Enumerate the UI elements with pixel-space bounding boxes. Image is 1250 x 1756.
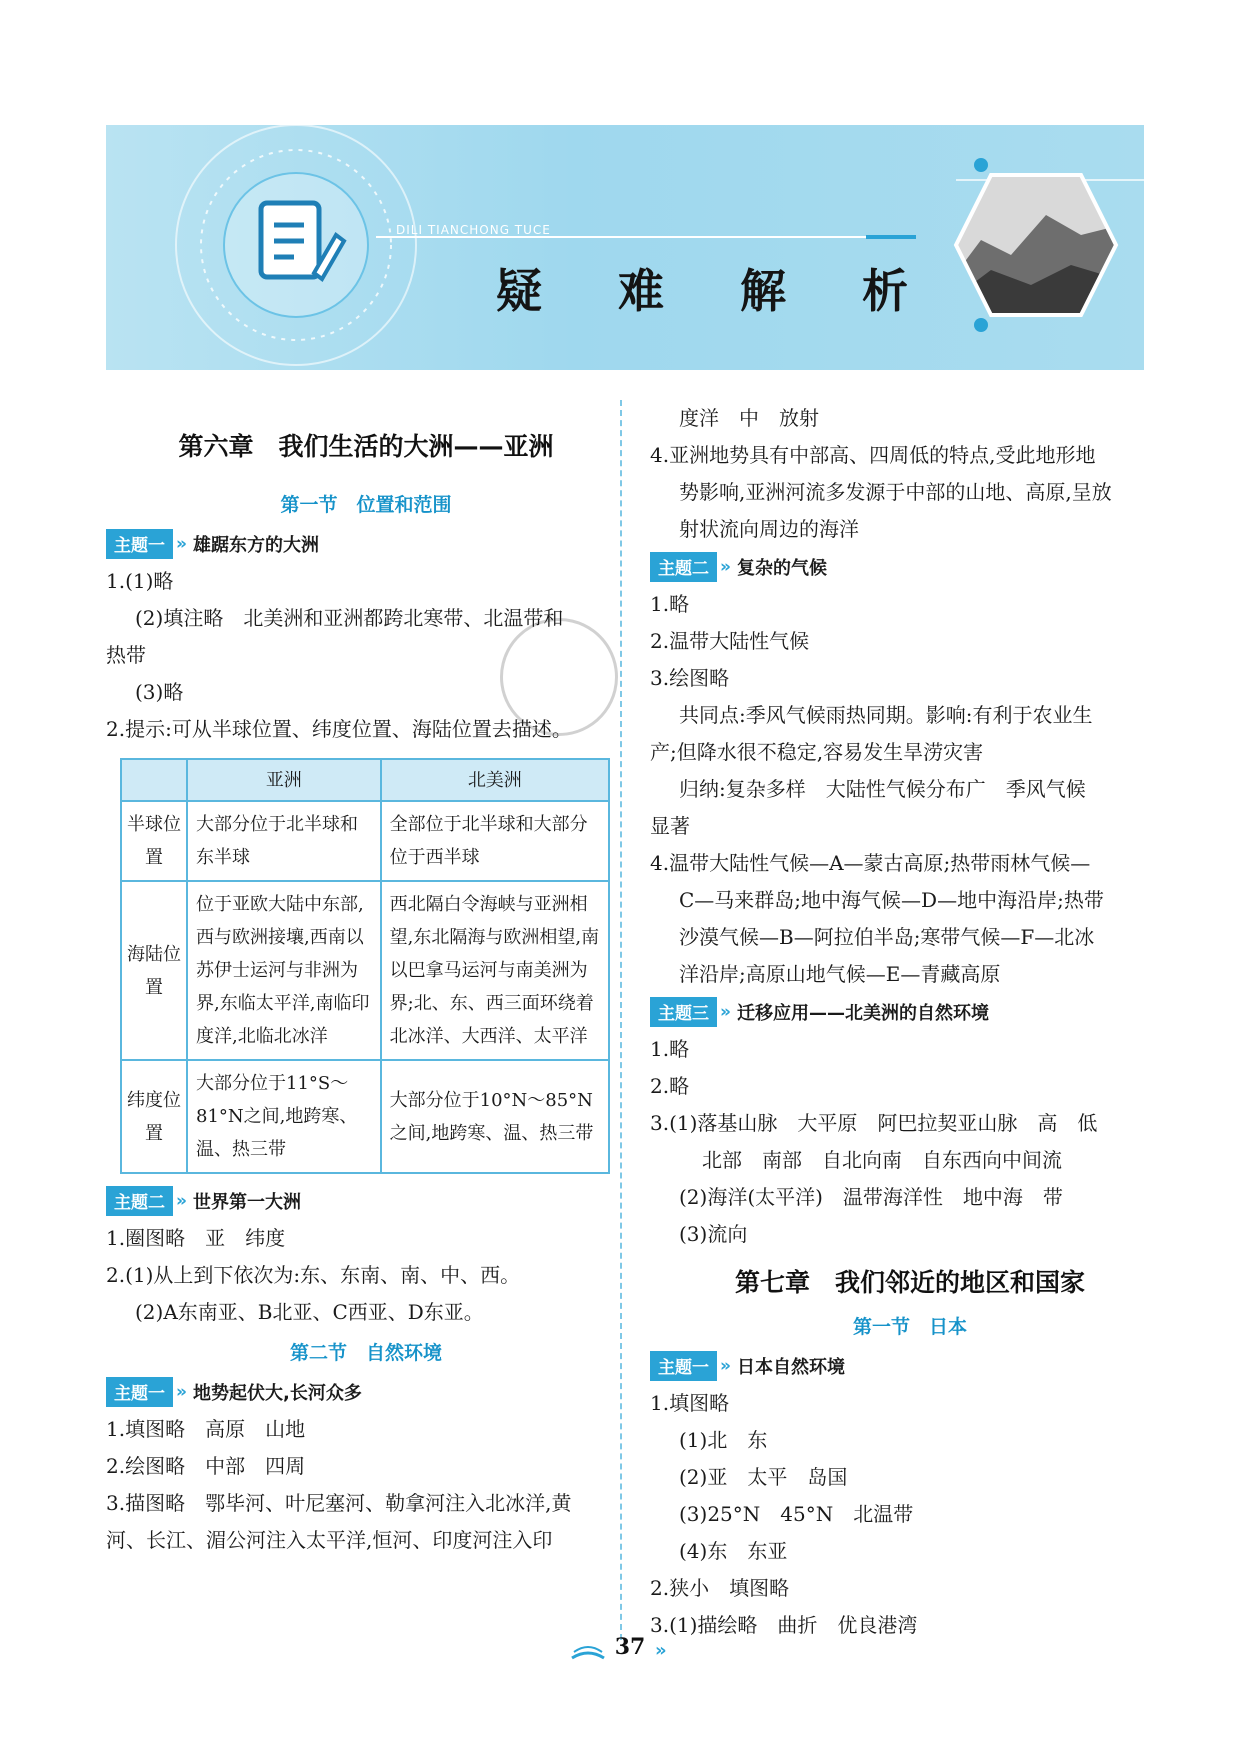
theme-tag: 主题一 [106,1377,173,1407]
answer-line: 3.绘图略 [650,666,730,690]
theme-tag: 主题二 [106,1186,173,1216]
double-chevron-icon: » [720,1356,731,1376]
header-banner [106,125,1144,370]
table-cell: 位于亚欧大陆中东部,西与欧洲接壤,西南以苏伊士运河与非洲为界,东临太平洋,南临印度洋,北临北冰洋 [187,881,381,1060]
table-header-na: 北美洲 [381,759,609,801]
answer-line: 北部 南部 自北向南 自东西向中间流 [702,1148,1062,1172]
section-1-title: 第一节 位置和范围 [280,494,452,516]
mountain-photo-hexagon [951,170,1121,320]
answer-line: (2)A东南亚、B北亚、C西亚、D东亚。 [135,1300,484,1324]
answer-line: 1.圈图略 亚 纬度 [106,1226,286,1250]
answer-line: 2.(1)从上到下依次为:东、东南、南、中、西。 [106,1263,521,1287]
chapter-6-title: 第六章 我们生活的大洲——亚洲 [178,432,554,461]
theme-tag: 主题一 [106,529,173,559]
answer-line: 4.亚洲地势具有中部高、四周低的特点,受此地形地 [650,443,1096,467]
page-title: 疑 难 解 析 [496,264,939,318]
answer-line: 3.(1)落基山脉 大平原 阿巴拉契亚山脉 高 低 [650,1111,1098,1135]
answer-line: 3.(1)描绘略 曲折 优良港湾 [650,1613,918,1637]
answer-line: 2.提示:可从半球位置、纬度位置、海陆位置去描述。 [106,717,572,741]
section-japan-title: 第一节 日本 [852,1316,967,1338]
answer-line: (2)填注略 北美洲和亚洲都跨北寒带、北温带和 [135,606,564,630]
row-header: 纬度位置 [121,1060,187,1173]
document-icon [236,185,356,305]
row-header: 半球位置 [121,801,187,881]
theme-title: 复杂的气候 [736,558,827,579]
page-number: 37 [614,1634,646,1660]
answer-line: 2.绘图略 中部 四周 [106,1454,306,1478]
banner-subtitle: DILI TIANCHONG TUCE [396,223,551,237]
theme-title: 日本自然环境 [736,1357,845,1378]
theme-tag: 主题二 [650,552,717,582]
answer-line: 1.略 [650,592,690,616]
table-header-asia: 亚洲 [187,759,381,801]
table-row [121,801,609,881]
theme-header [650,1349,1170,1383]
theme-title: 迁移应用——北美洲的自然环境 [736,1003,989,1024]
answer-line: 2.温带大陆性气候 [650,629,810,653]
answer-line: 势影响,亚洲河流多发源于中部的山地、高原,呈放 [679,480,1112,504]
table-cell: 西北隔白令海峡与亚洲相望,东北隔海与欧洲相望,南以巴拿马运河与南美洲为界;北、东、西三面环绕着北冰洋、大西洋、太平洋 [381,881,609,1060]
double-chevron-icon: » [720,557,731,577]
answer-line: 1.略 [650,1037,690,1061]
table-header-row [121,759,609,801]
answer-line: (3)流向 [679,1222,748,1246]
answer-line: 沙漠气候—B—阿拉伯半岛;寒带气候—F—北冰 [679,925,1095,949]
answer-line: (3)略 [135,680,184,704]
answer-line: 归纳:复杂多样 大陆性气候分布广 季风气候 [679,777,1086,801]
answer-line: 共同点:季风气候雨热同期。影响:有利于农业生 [679,703,1093,727]
answer-line: 1.填图略 高原 山地 [106,1417,306,1441]
answer-line: 4.温带大陆性气候—A—蒙古高原;热带雨林气候— [650,851,1091,875]
double-chevron-icon: » [176,1382,187,1402]
comparison-table [120,758,610,1174]
row-header: 海陆位置 [121,881,187,1060]
theme-header [106,1375,626,1409]
answer-line: 热带 [106,643,146,667]
theme-header [650,995,1170,1029]
answer-line: 2.略 [650,1074,690,1098]
left-column [106,395,626,1559]
double-chevron-icon: » [176,1191,187,1211]
right-column [650,400,1170,1644]
answer-line: (2)亚 太平 岛国 [679,1465,848,1489]
answer-line: (2)海洋(太平洋) 温带海洋性 地中海 带 [679,1185,1063,1209]
table-cell: 大部分位于10°N～85°N之间,地跨寒、温、热三带 [381,1060,609,1173]
double-chevron-icon: » [176,534,187,554]
section-2-title: 第二节 自然环境 [289,1342,442,1364]
answer-line: 2.狭小 填图略 [650,1576,790,1600]
answer-line: 显著 [650,814,690,838]
table-row [121,881,609,1060]
theme-title: 地势起伏大,长河众多 [192,1383,362,1404]
answer-line: 1.(1)略 [106,569,174,593]
table-cell: 全部位于北半球和大部分位于西半球 [381,801,609,881]
answer-line: 产;但降水很不稳定,容易发生旱涝灾害 [650,740,984,764]
table-corner-cell [121,759,187,801]
double-chevron-icon: » [655,1640,667,1661]
answer-line: 洋沿岸;高原山地气候—E—青藏高原 [679,962,1001,986]
answer-line: 度洋 中 放射 [679,406,819,430]
answer-line: (4)东 东亚 [679,1539,788,1563]
theme-title: 雄踞东方的大洲 [192,535,319,556]
answer-line: 3.描图略 鄂毕河、叶尼塞河、勒拿河注入北冰洋,黄 [106,1491,572,1515]
answer-line: C—马来群岛;地中海气候—D—地中海沿岸;热带 [679,888,1104,912]
theme-tag: 主题三 [650,997,717,1027]
answer-line: 河、长江、湄公河注入太平洋,恒河、印度河注入印 [106,1528,553,1552]
theme-header [106,1184,626,1218]
answer-line: 射状流向周边的海洋 [679,517,859,541]
answer-line: 1.填图略 [650,1391,730,1415]
answer-line: (3)25°N 45°N 北温带 [679,1502,914,1526]
double-chevron-icon: » [720,1002,731,1022]
table-cell: 大部分位于11°S～81°N之间,地跨寒、温、热三带 [187,1060,381,1173]
table-row [121,1060,609,1173]
theme-header [650,550,1170,584]
theme-header [106,527,626,561]
chapter-7-title: 第七章 我们邻近的地区和国家 [734,1268,1085,1297]
theme-tag: 主题一 [650,1351,717,1381]
table-cell: 大部分位于北半球和东半球 [187,801,381,881]
theme-title: 世界第一大洲 [192,1192,301,1213]
answer-line: (1)北 东 [679,1428,768,1452]
